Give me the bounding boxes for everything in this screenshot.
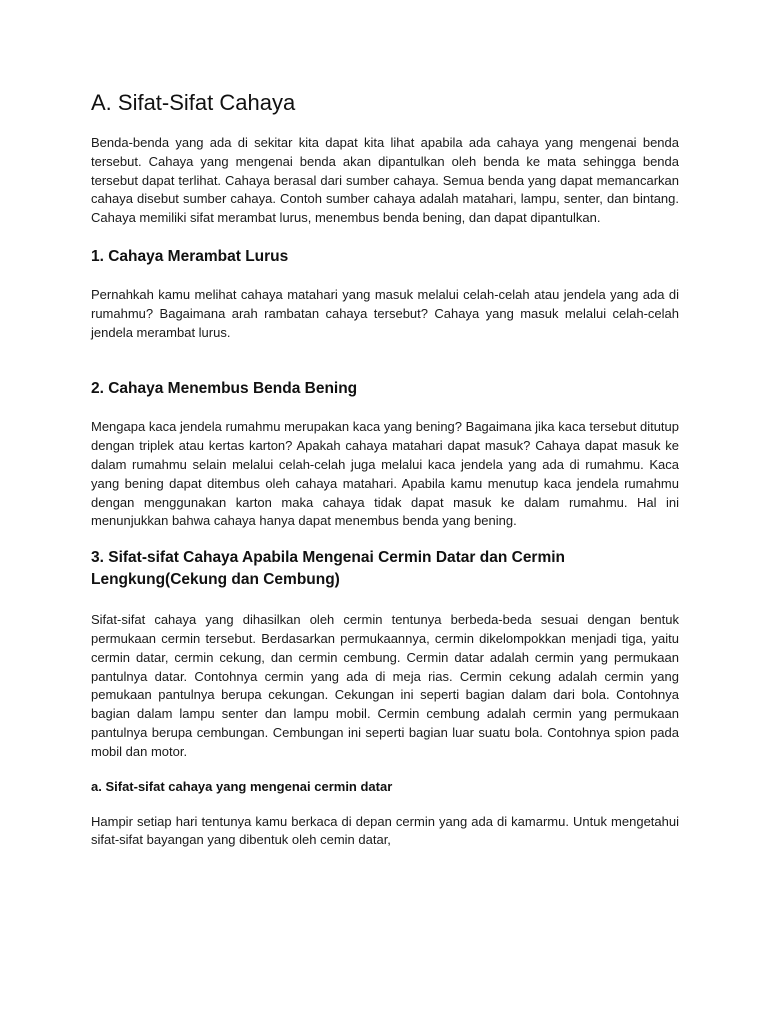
section-1-heading: 1. Cahaya Merambat Lurus (91, 247, 289, 265)
section-1-paragraph: Pernahkah kamu melihat cahaya matahari yang masuk melalui celah-celah atau jendela yang ada di rumahmu? Bagaimana arah rambatan cahaya tersebut? Cahaya yang masuk melalui celah-celah jendela merambat lurus. (91, 286, 679, 340)
section-2-heading: 2. Cahaya Menembus Benda Bening (91, 380, 358, 398)
subsection-3a-paragraph: Hampir setiap hari tentunya kamu berkaca di depan cermin yang ada di kamarmu. Untuk mengetahui sifat-sifat bayangan yang dibentuk oleh cemin datar, (91, 813, 679, 848)
section-3-paragraph: Sifat-sifat cahaya yang dihasilkan oleh cermin tentunya berbeda-beda sesuai dengan bentuk permukaan cermin tersebut. Berdasarkan permukaannya, cermin dikelompokkan menjadi tiga, yaitu cermin datar, cermin cekung, dan cermin cembung. Cermin datar adalah cermin yang permukaan pantulnya datar. Contohnya cermin yang ada di meja rias. Cermin cekung adalah cermin yang pemukaan pantulnya berupa cekungan. Cekungan ini seperti bagian dalam dari bola. Contohnya bagian dalam lampu senter dan lampu mobil. Cermin cembung adalah cermin yang permukaan pantulnya berupa cembungan. Cembungan ini seperti bagian luar suatu bola. Contohnya spion pada mobil dan motor. (91, 612, 679, 759)
section-3-heading: 3. Sifat-sifat Cahaya Apabila Mengenai Cermin Datar dan Cermin Lengkung(Cekung dan Cembung) (91, 549, 566, 589)
subsection-3a-heading: a. Sifat-sifat cahaya yang mengenai cermin datar (91, 778, 393, 794)
document-page (91, 88, 679, 850)
section-2-paragraph: Mengapa kaca jendela rumahmu merupakan kaca yang bening? Bagaimana jika kaca tersebut ditutup dengan triplek atau kertas karton? Apakah cahaya matahari dapat masuk? Cahaya dapat masuk ke dalam rumahmu selain melalui celah-celah juga melalui kaca jendela yang ada di rumahmu. Kaca yang bening dapat ditembus oleh cahaya matahari. Apabila kamu menutup kaca jendela rumahmu dengan menggunakan karton maka cahaya tidak dapat masuk ke dalam rumahmu. Hal ini menunjukkan bahwa cahaya hanya dapat menembus benda yang bening. (91, 419, 679, 529)
intro-paragraph: Benda-benda yang ada di sekitar kita dapat kita lihat apabila ada cahaya yang mengenai benda tersebut. Cahaya yang mengenai benda akan dipantulkan oleh benda ke mata sehingga benda tersebut dapat terlihat. Cahaya berasal dari sumber cahaya. Semua benda yang dapat memancarkan cahaya disebut sumber cahaya. Contoh sumber cahaya adalah matahari, lampu, senter, dan bintang. Cahaya memiliki sifat merambat lurus, menembus benda bening, dan dapat dipantulkan. (91, 135, 679, 226)
document-title: A. Sifat-Sifat Cahaya (91, 90, 296, 115)
